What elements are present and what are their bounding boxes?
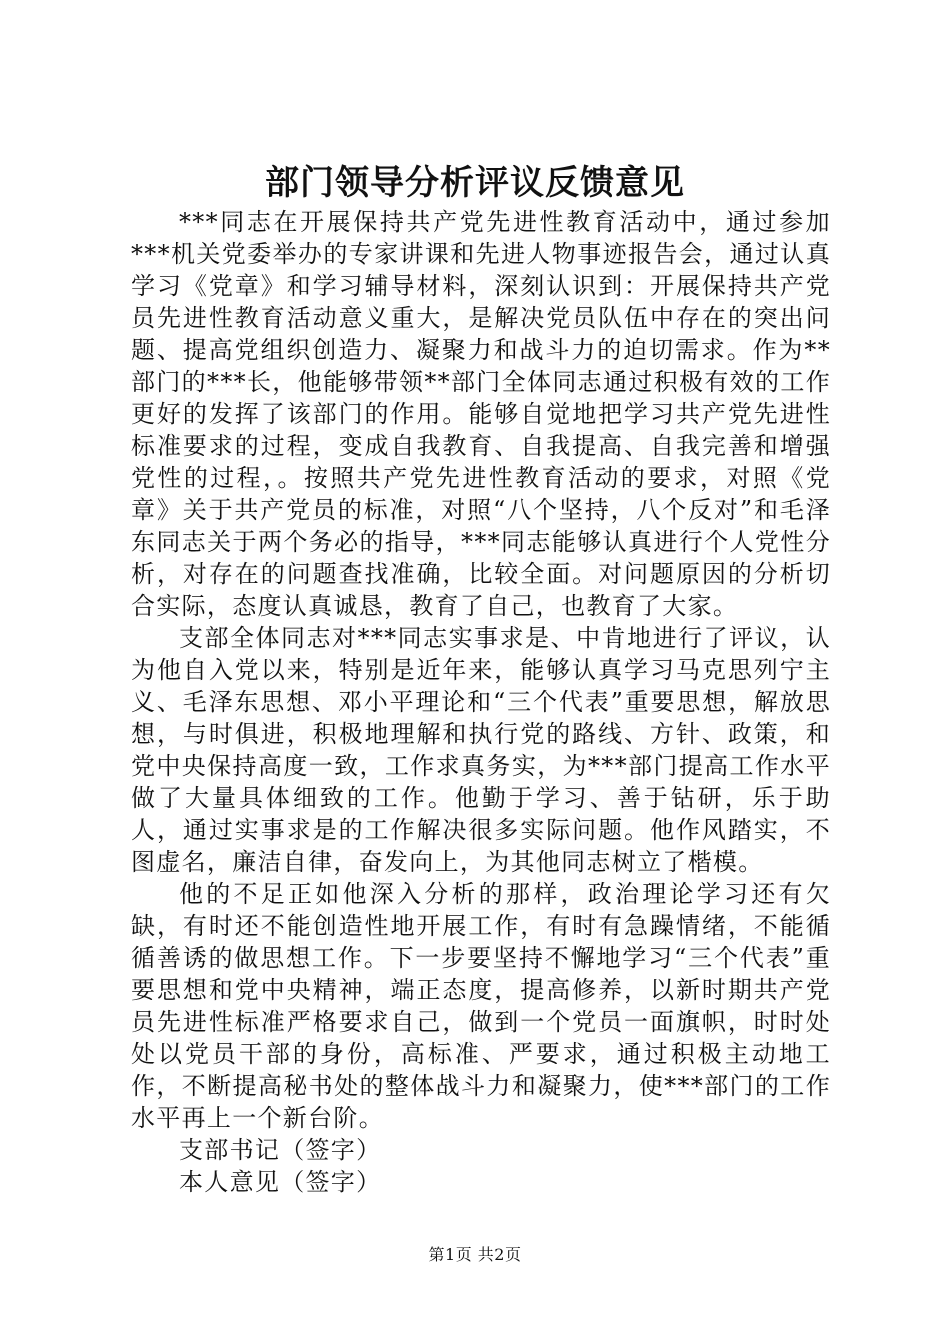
- signature-self-opinion: 本人意见（签字）: [179, 1168, 382, 1196]
- document-body: [131, 206, 831, 1198]
- document-title: 部门领导分析评议反馈意见: [265, 163, 685, 203]
- page-footer: 第1页 共2页: [428, 1245, 522, 1264]
- signature-branch-secretary: 支部书记（签字）: [179, 1136, 382, 1164]
- paragraph-2: 支部全体同志对***同志实事求是、中肯地进行了评议，认为他自入党以来，特别是近年来，能够认真学习马克思列宁主义、毛泽东思想、邓小平理论和“三个代表”重要思想，解放思想，与时俱进，积极地理解和执行党的路线、方针、政策，和党中央保持高度一致，工作求真务实，为***部门提高工作水平做了大量具体细致的工作。他勤于学习、善于钻研，乐于助人，通过实事求是的工作解决很多实际问题。他作风踏实，不图虚名，廉洁自律，奋发向上，为其他同志树立了楷模。: [131, 624, 831, 876]
- paragraph-1: ***同志在开展保持共产党先进性教育活动中，通过参加***机关党委举办的专家讲课和先进人物事迹报告会，通过认真学习《党章》和学习辅导材料，深刻认识到：开展保持共产党员先进性教育活动意义重大，是解决党员队伍中存在的突出问题、提高党组织创造力、凝聚力和战斗力的迫切需求。作为**部门的***长，他能够带领**部门全体同志通过积极有效的工作更好的发挥了该部门的作用。能够自觉地把学习共产党先进性标准要求的过程，变成自我教育、自我提高、自我完善和增强党性的过程，。按照共产党先进性教育活动的要求，对照《党章》关于共产党员的标准，对照“八个坚持，八个反对”和毛泽东同志关于两个务必的指导，***同志能够认真进行个人党性分析，对存在的问题查找准确，比较全面。对问题原因的分析切合实际，态度认真诚恳，教育了自己，也教育了大家。: [131, 208, 831, 620]
- paragraph-3: 他的不足正如他深入分析的那样，政治理论学习还有欠缺，有时还不能创造性地开展工作，有时有急躁情绪，不能循循善诱的做思想工作。下一步要坚持不懈地学习“三个代表”重要思想和党中央精神，端正态度，提高修养，以新时期共产党员先进性标准严格要求自己，做到一个党员一面旗帜，时时处处以党员干部的身份，高标准、严要求，通过积极主动地工作，不断提高秘书处的整体战斗力和凝聚力，使***部门的工作水平再上一个新台阶。: [131, 880, 831, 1132]
